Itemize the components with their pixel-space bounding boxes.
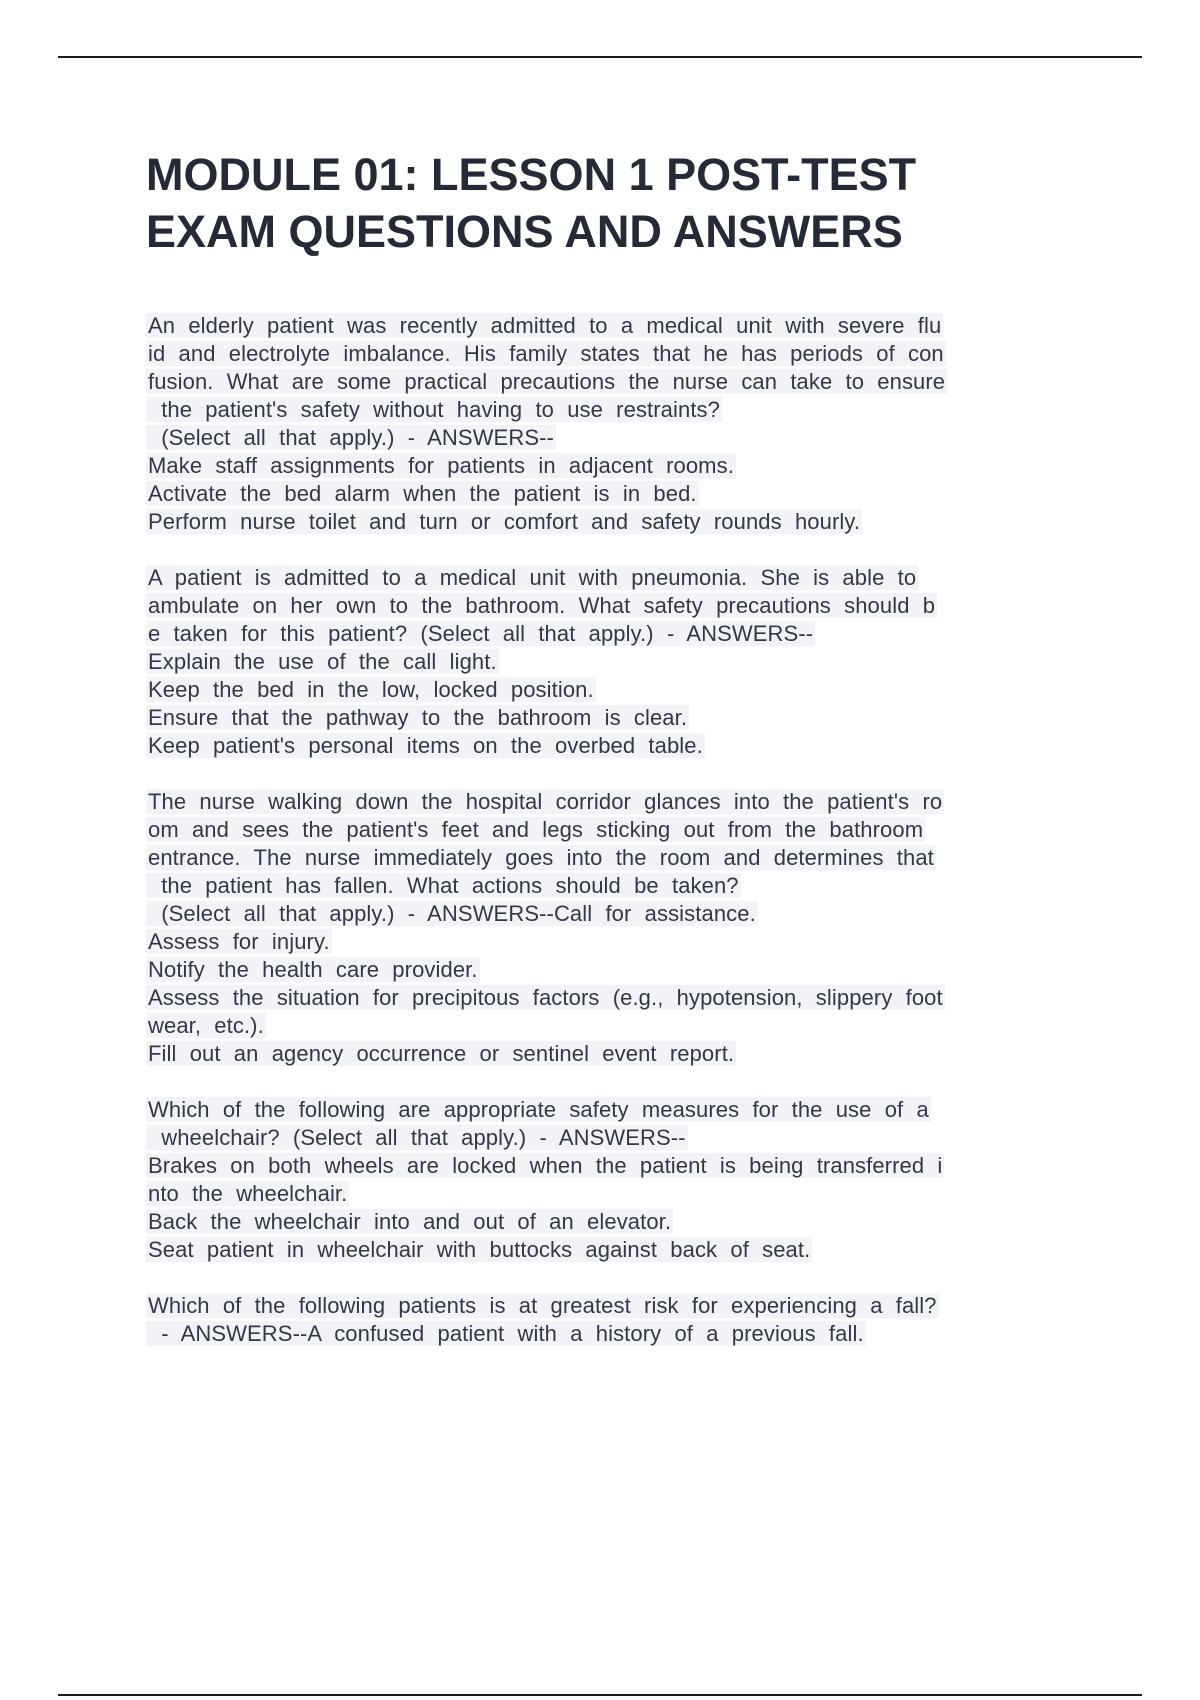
top-rule [58, 56, 1142, 58]
qa-line-text: An elderly patient was recently admitted to a medical unit with severe flu [148, 313, 942, 338]
qa-line-text: - ANSWERS--A confused patient with a history of a previous fall. [148, 1321, 864, 1346]
qa-line [146, 1096, 1056, 1124]
qa-line [146, 676, 1056, 704]
qa-line-text: wear, etc.). [148, 1013, 264, 1038]
qa-line [146, 312, 1056, 340]
qa-line-text: The nurse walking down the hospital corridor glances into the patient's ro [148, 789, 943, 814]
qa-line-text: wheelchair? (Select all that apply.) - ANSWERS-- [148, 1125, 686, 1150]
qa-line-text: Brakes on both wheels are locked when the patient is being transferred i [148, 1153, 943, 1178]
qa-line-text: Keep patient's personal items on the overbed table. [148, 733, 703, 758]
qa-content [146, 312, 1056, 1376]
qa-line-text: Activate the bed alarm when the patient is in bed. [148, 481, 697, 506]
qa-block [146, 1292, 1056, 1348]
page-title [146, 146, 1066, 260]
qa-line [146, 424, 1056, 452]
qa-line-text: the patient has fallen. What actions should be taken? [148, 873, 739, 898]
qa-line [146, 704, 1056, 732]
qa-line [146, 1292, 1056, 1320]
qa-line-text: om and sees the patient's feet and legs sticking out from the bathroom [148, 817, 924, 842]
qa-line-text: Fill out an agency occurrence or sentinel event report. [148, 1041, 735, 1066]
qa-line [146, 900, 1056, 928]
qa-line [146, 592, 1056, 620]
qa-line-text: the patient's safety without having to use restraints? [148, 397, 720, 422]
qa-line [146, 872, 1056, 900]
qa-line [146, 340, 1056, 368]
bottom-rule [58, 1694, 1142, 1696]
qa-line [146, 732, 1056, 760]
qa-line [146, 508, 1056, 536]
qa-line-text: entrance. The nurse immediately goes into the room and determines that [148, 845, 934, 870]
qa-line-text: Which of the following patients is at greatest risk for experiencing a fall? [148, 1293, 937, 1318]
qa-line-text: Make staff assignments for patients in adjacent rooms. [148, 453, 734, 478]
qa-line [146, 1236, 1056, 1264]
qa-block [146, 564, 1056, 760]
title-line-2: EXAM QUESTIONS AND ANSWERS [146, 206, 903, 257]
qa-line [146, 1012, 1056, 1040]
qa-line [146, 956, 1056, 984]
qa-line [146, 1124, 1056, 1152]
qa-line [146, 844, 1056, 872]
qa-line-text: Which of the following are appropriate safety measures for the use of a [148, 1097, 929, 1122]
qa-line-text: Keep the bed in the low, locked position. [148, 677, 594, 702]
qa-line-text: fusion. What are some practical precautions the nurse can take to ensure [148, 369, 946, 394]
qa-line [146, 648, 1056, 676]
qa-line-text: ambulate on her own to the bathroom. What safety precautions should b [148, 593, 936, 618]
qa-block [146, 1096, 1056, 1264]
qa-line-text: (Select all that apply.) - ANSWERS--Call for assistance. [148, 901, 756, 926]
qa-line [146, 396, 1056, 424]
qa-line-text: Ensure that the pathway to the bathroom is clear. [148, 705, 688, 730]
qa-line [146, 564, 1056, 592]
qa-line [146, 452, 1056, 480]
title-line-1: MODULE 01: LESSON 1 POST-TEST [146, 149, 917, 200]
qa-line-text: id and electrolyte imbalance. His family states that he has periods of con [148, 341, 944, 366]
qa-line-text: A patient is admitted to a medical unit with pneumonia. She is able to [148, 565, 917, 590]
qa-line [146, 1208, 1056, 1236]
qa-line-text: Seat patient in wheelchair with buttocks against back of seat. [148, 1237, 811, 1262]
qa-line [146, 1180, 1056, 1208]
qa-line [146, 1040, 1056, 1068]
qa-line-text: Assess for injury. [148, 929, 330, 954]
qa-line-text: Back the wheelchair into and out of an elevator. [148, 1209, 672, 1234]
qa-line [146, 816, 1056, 844]
qa-line [146, 368, 1056, 396]
qa-line-text: (Select all that apply.) - ANSWERS-- [148, 425, 554, 450]
qa-block [146, 312, 1056, 536]
qa-block [146, 788, 1056, 1068]
qa-line [146, 788, 1056, 816]
qa-line-text: Assess the situation for precipitous factors (e.g., hypotension, slippery foot [148, 985, 943, 1010]
qa-line [146, 620, 1056, 648]
qa-line-text: e taken for this patient? (Select all that apply.) - ANSWERS-- [148, 621, 814, 646]
qa-line-text: nto the wheelchair. [148, 1181, 348, 1206]
qa-line [146, 1320, 1056, 1348]
qa-line [146, 984, 1056, 1012]
qa-line-text: Notify the health care provider. [148, 957, 478, 982]
qa-line [146, 928, 1056, 956]
qa-line-text: Perform nurse toilet and turn or comfort and safety rounds hourly. [148, 509, 861, 534]
qa-line [146, 480, 1056, 508]
qa-line [146, 1152, 1056, 1180]
qa-line-text: Explain the use of the call light. [148, 649, 497, 674]
